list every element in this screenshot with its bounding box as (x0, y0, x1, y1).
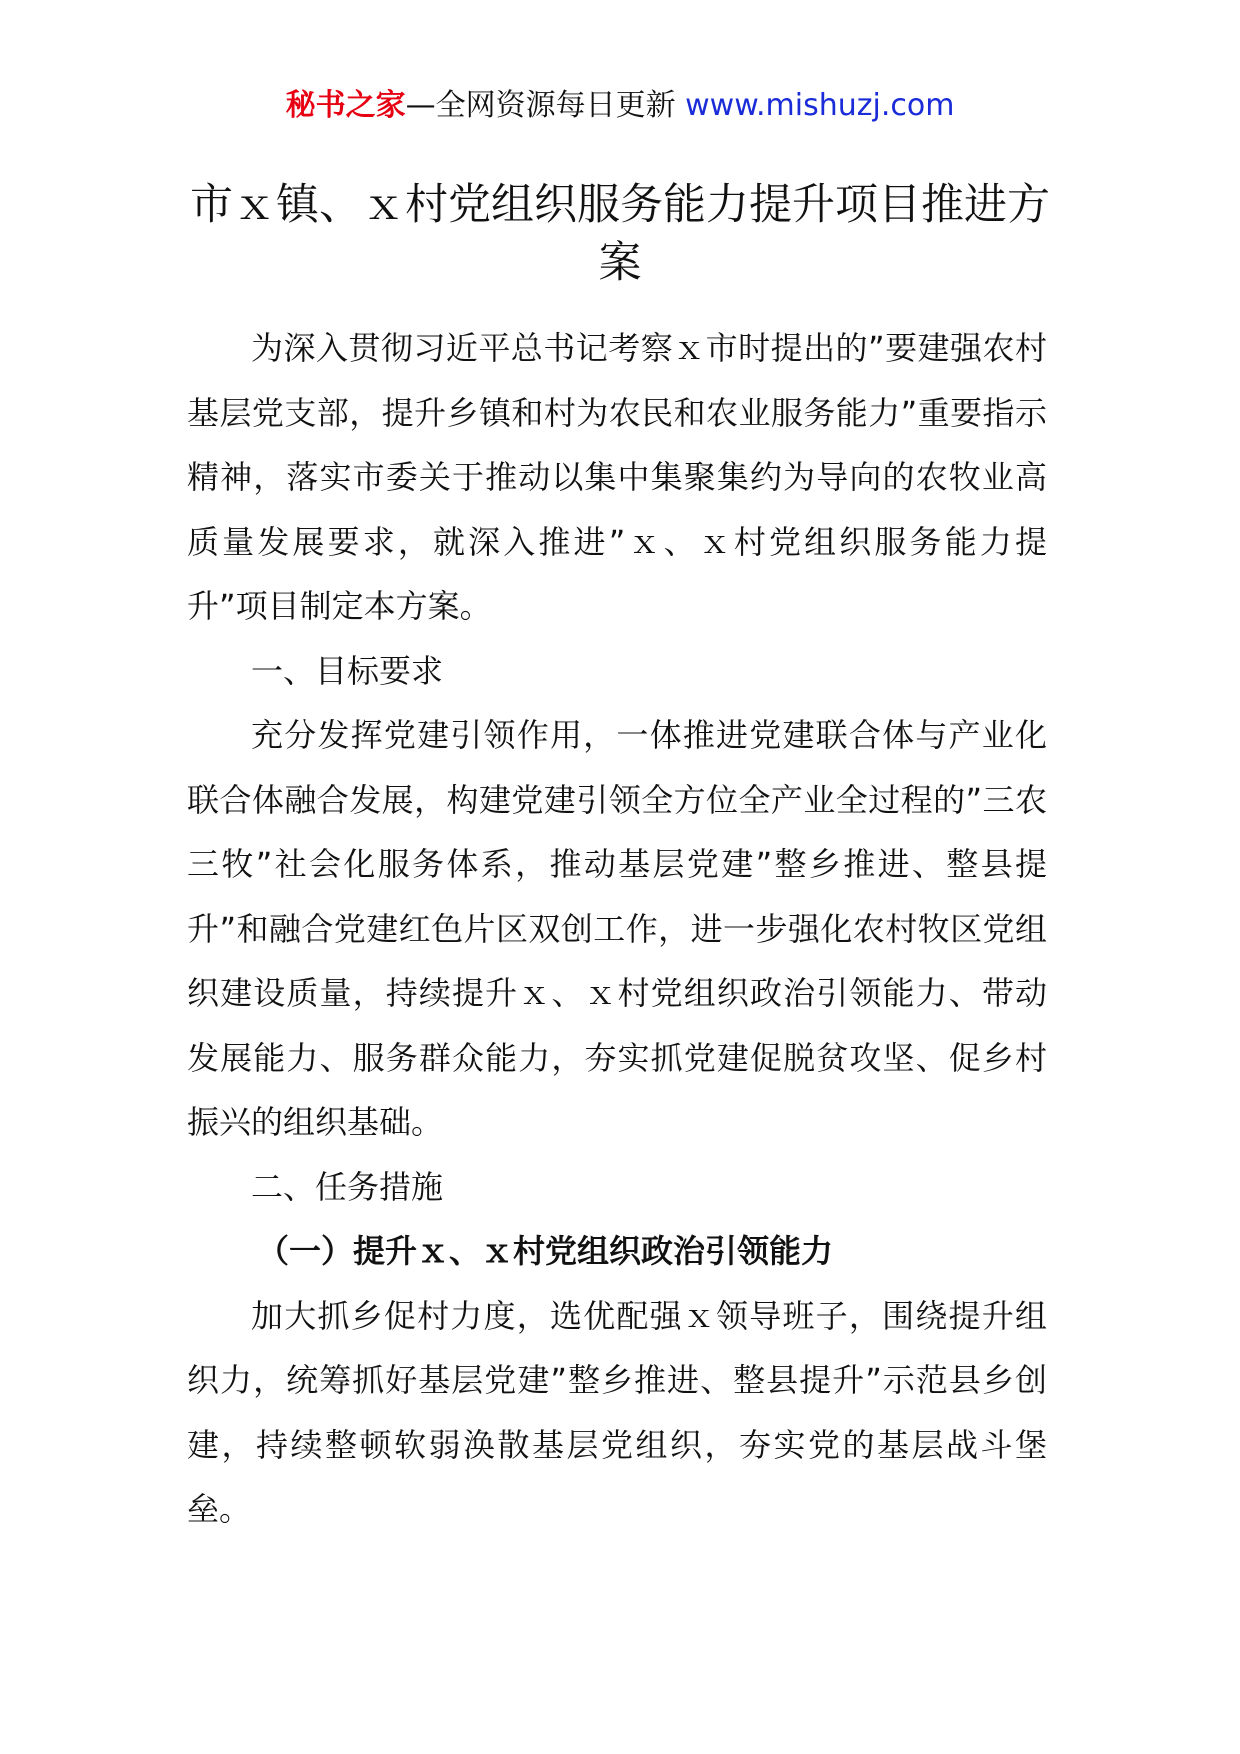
brand-name: 秘书之家 (285, 88, 406, 123)
header-url-link[interactable]: www.mishuzj.com (685, 88, 955, 123)
political-leadership-paragraph: 加大抓乡促村力度，选优配强ｘ领导班子，围绕提升组织力，统筹抓好基层党建”整乡推进、整县提升”示范县乡创建，持续整顿软弱涣散基层党组织，夯实党的基层战斗堡垒。 (187, 1296, 1047, 1528)
section-heading-tasks: 二、任务措施 (251, 1167, 444, 1206)
intro-paragraph: 为深入贯彻习近平总书记考察ｘ市时提出的”要建强农村基层党支部，提升乡镇和村为农民和农业服务能力”重要指示精神，落实市委关于推动以集中集聚集约为导向的农牧业高质量发展要求，就深入推进”ｘ、ｘ村党组织服务能力提升”项目制定本方案。 (187, 329, 1047, 625)
section-heading-goals: 一、目标要求 (251, 651, 444, 690)
goals-paragraph: 充分发挥党建引领作用，一体推进党建联合体与产业化联合体融合发展，构建党建引领全方位全产业全过程的”三农三牧”社会化服务体系，推动基层党建”整乡推进、整县提升”和融合党建红色片区双创工作，进一步强化农村牧区党组织建设质量，持续提升ｘ、ｘ村党组织政治引领能力、带动发展能力、服务群众能力，夯实抓党建促脱贫攻坚、促乡村振兴的组织基础。 (187, 716, 1047, 1141)
header-tagline: —全网资源每日更新 (405, 88, 686, 123)
subsection-heading-political-leadership: （一）提升ｘ、ｘ村党组织政治引领能力 (257, 1232, 834, 1270)
document-body (187, 316, 1047, 1542)
page-header (0, 86, 1240, 126)
document-title: 市ｘ镇、ｘ村党组织服务能力提升项目推进方案 (190, 180, 1050, 288)
